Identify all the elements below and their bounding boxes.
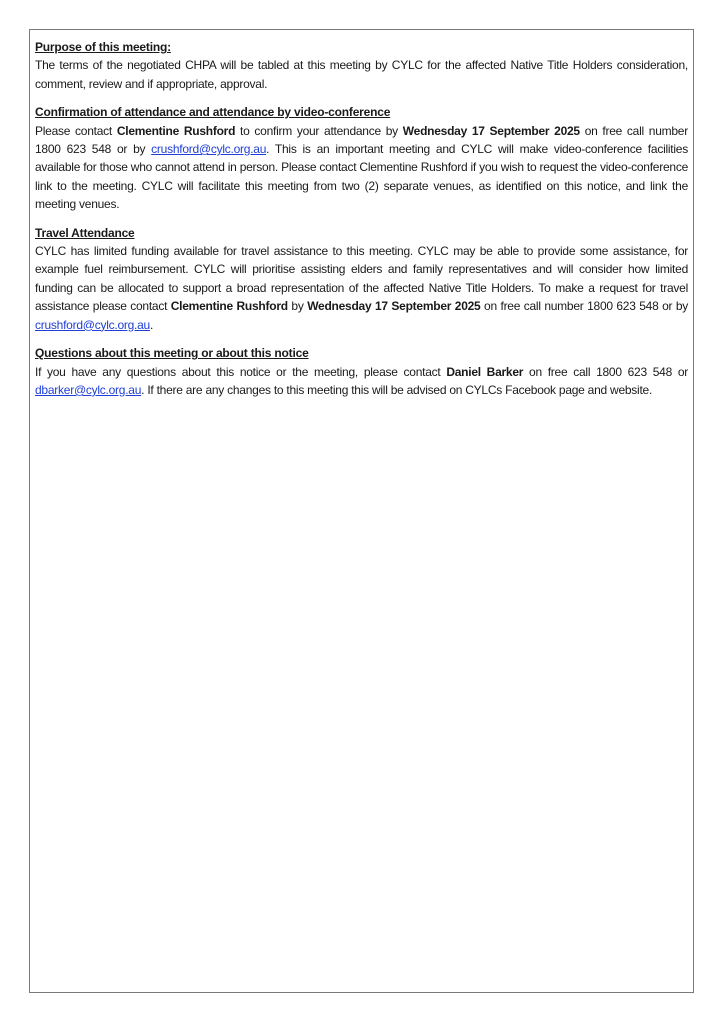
body-text: Please contact: [35, 123, 117, 138]
bold-text: Wednesday 17 September 2025: [402, 123, 580, 138]
body-text: . If there are any changes to this meeting this will be advised on CYLCs Facebook page and website.: [141, 382, 653, 397]
body-text: on free call 1800 623 548 or: [523, 364, 689, 379]
bold-text: Clementine Rushford: [170, 299, 288, 314]
section-body: [35, 242, 688, 334]
body-text: to confirm your attendance by: [235, 123, 403, 138]
body-text: . This is an important meeting and CYLC will make video-conference facilities available for those who cannot attend in person. Please contact Clementine Rushford if you wish to request the video-conference link to the meeting. CYLC will facilitate this meeting from two (2) separate venues, as identified on this notice, and link the meeting venues.: [35, 142, 688, 212]
email-link[interactable]: dbarker@cylc.org.au: [35, 382, 142, 397]
section-confirmation-of-attendance: [35, 103, 688, 213]
email-link[interactable]: crushford@cylc.org.au: [35, 317, 150, 332]
section-heading: Confirmation of attendance and attendance by video-conference: [35, 105, 391, 120]
section-body: [35, 363, 688, 400]
body-text: If you have any questions about this notice or the meeting, please contact: [35, 364, 447, 379]
body-text: on free call number 1800 623 548 or by: [35, 123, 688, 157]
email-link[interactable]: crushford@cylc.org.au: [151, 142, 267, 157]
section-questions: [35, 344, 688, 399]
bold-text: Clementine Rushford: [116, 123, 236, 138]
bold-text: Daniel Barker: [446, 364, 524, 379]
body-text: on free call number 1800 623 548 or by: [480, 299, 689, 314]
section-heading: Questions about this meeting or about this notice: [35, 346, 309, 361]
body-text: The terms of the negotiated CHPA will be tabled at this meeting by CYLC for the affected Native Title Holders consideration, comment, review and if appropriate, approval.: [35, 58, 688, 91]
section-body: [35, 122, 688, 214]
body-text: CYLC has limited funding available for travel assistance to this meeting. CYLC may be able to provide some assistance, for example fuel reimbursement. CYLC will prioritise assisting elders and family representatives and will consider how limited funding can be allocated to support a broad representation of the affected Native Title Holders. To make a request for travel assistance please contact: [35, 244, 688, 314]
body-text: by: [287, 299, 308, 314]
bold-text: Wednesday 17 September 2025: [307, 299, 481, 314]
section-purpose: [35, 38, 688, 93]
section-body: [35, 56, 688, 93]
section-heading: Purpose of this meeting:: [35, 40, 171, 54]
section-heading: Travel Attendance: [35, 225, 135, 240]
body-text: .: [149, 317, 154, 332]
notice-box: [29, 29, 694, 993]
section-travel-attendance: [35, 224, 688, 334]
